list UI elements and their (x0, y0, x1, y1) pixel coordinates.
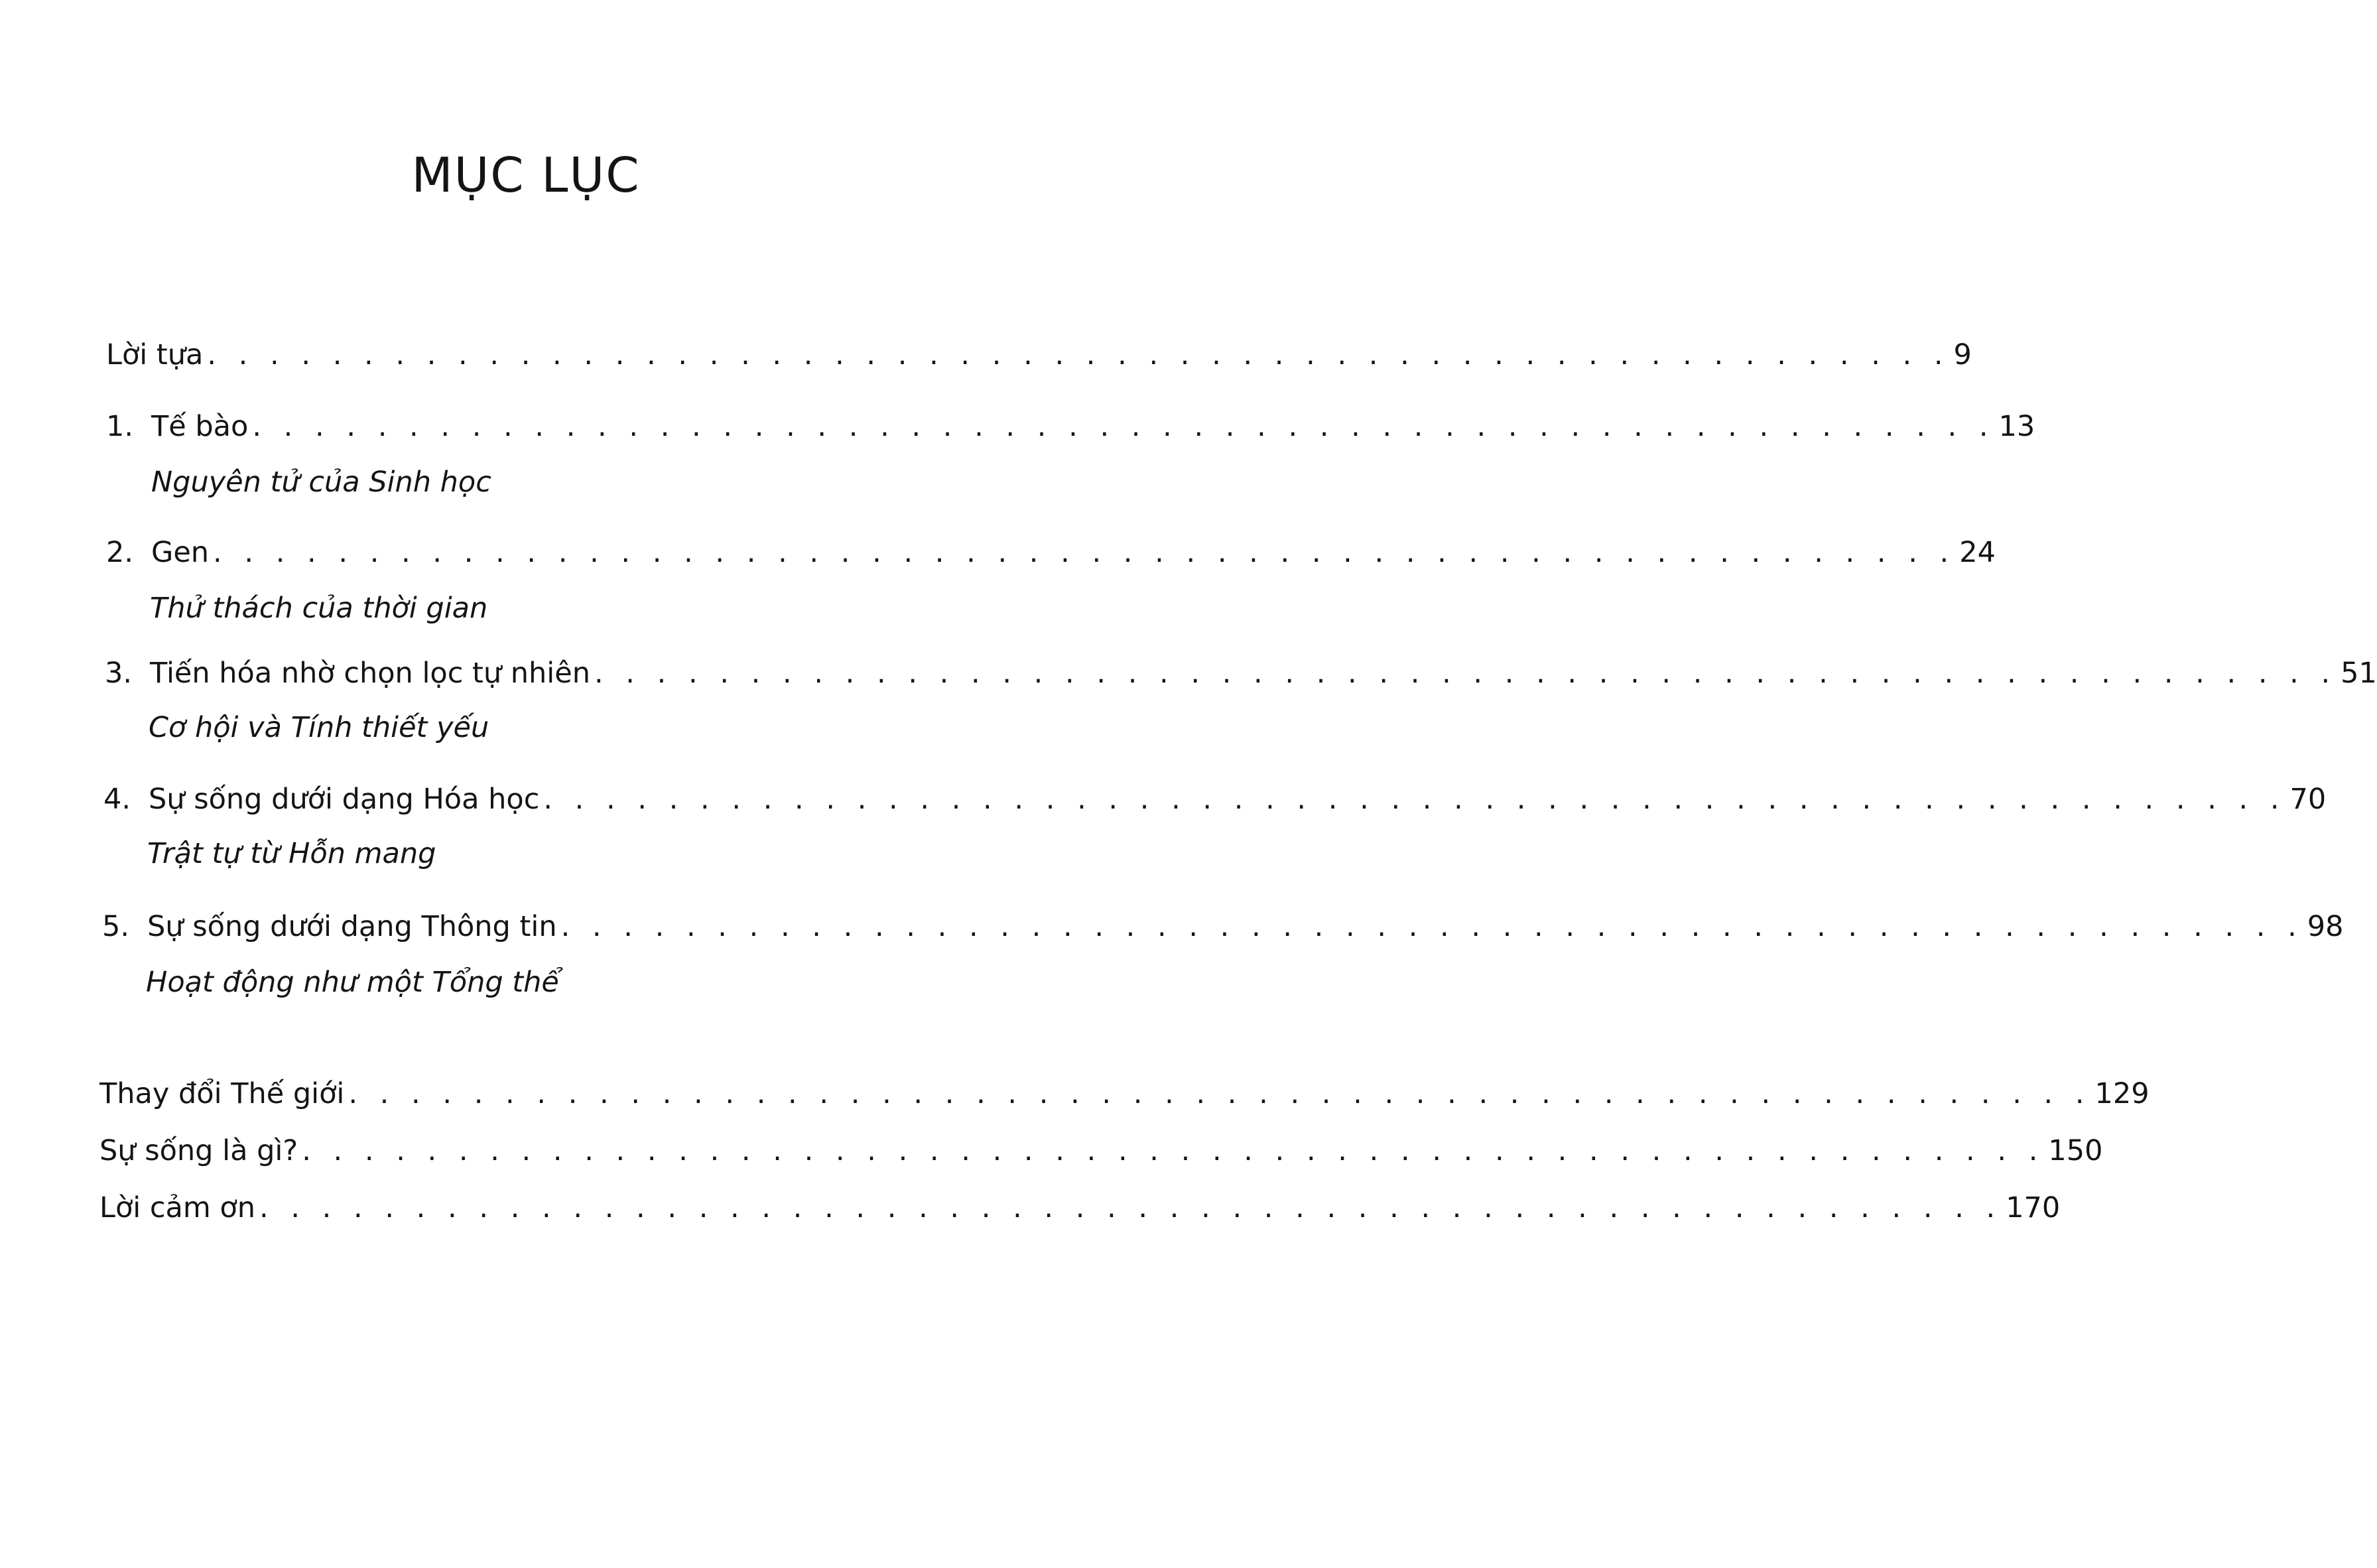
toc-entry-page: 13 (1998, 410, 2035, 443)
toc-entry-label: Sự sống dưới dạng Hóa học (149, 783, 540, 816)
toc-entry-page: 51 (2341, 657, 2377, 690)
toc-entry-label: Sự sống dưới dạng Thông tin (147, 910, 557, 943)
toc-entry-changing-world (99, 1077, 2150, 1112)
toc-entry-chapter-3 (105, 657, 2377, 691)
toc-entry-what-is-life (99, 1134, 2103, 1169)
dot-leader: . . . . . . . . . . . . . . . . . . . . . . . . . . . . . . . . . . . . . . . . . . . . . . . . . . . . . . . . (207, 338, 1950, 371)
toc-entry-label: Tiến hóa nhờ chọn lọc tự nhiên (150, 657, 590, 690)
dot-leader: . . . . . . . . . . . . . . . . . . . . . . . . . . . . . . . . . . . . . . . . . . . . . . . . . . . . . . . . (543, 783, 2286, 816)
toc-entry-chapter-4 (103, 783, 2327, 817)
toc-entry-number: 2. (106, 536, 134, 569)
toc-entry-label: Gen (151, 536, 210, 569)
dot-leader: . . . . . . . . . . . . . . . . . . . . . . . . . . . . . . . . . . . . . . . . . . . . . . . . . . . . . . . . (213, 536, 1956, 569)
dot-leader: . . . . . . . . . . . . . . . . . . . . . . . . . . . . . . . . . . . . . . . . . . . . . . . . . . . . . . . . (252, 410, 1995, 443)
dot-leader: . . . . . . . . . . . . . . . . . . . . . . . . . . . . . . . . . . . . . . . . . . . . . . . . . . . . . . . . (259, 1191, 2002, 1224)
dot-leader: . . . . . . . . . . . . . . . . . . . . . . . . . . . . . . . . . . . . . . . . . . . . . . . . . . . . . . . . (302, 1134, 2045, 1167)
toc-entry-page: 70 (2289, 783, 2327, 816)
toc-entry-label: Lời tựa (106, 338, 204, 371)
toc-entry-label: Sự sống là gì? (99, 1134, 298, 1167)
toc-entry-number: 1. (106, 410, 134, 443)
toc-entry-subtitle: Hoạt động như một Tổng thể (146, 966, 559, 999)
toc-entry-preface (106, 338, 1972, 373)
toc-entry-chapter-5 (102, 910, 2344, 945)
page-title: MỤC LỤC (411, 147, 641, 203)
toc-entry-subtitle: Thử thách của thời gian (150, 592, 488, 625)
dot-leader: . . . . . . . . . . . . . . . . . . . . . . . . . . . . . . . . . . . . . . . . . . . . . . . . . . . . . . . . (560, 910, 2303, 943)
toc-entry-number: 3. (105, 657, 133, 690)
toc-entry-number: 4. (103, 783, 131, 816)
toc-entry-label: Lời cảm ơn (99, 1191, 255, 1224)
toc-entry-label: Tế bào (151, 410, 249, 443)
toc-entry-page: 129 (2094, 1077, 2150, 1110)
toc-entry-subtitle: Trật tự từ Hỗn mang (147, 837, 436, 870)
toc-entry-page: 170 (2006, 1191, 2061, 1224)
toc-entry-page: 98 (2307, 910, 2344, 943)
toc-entry-chapter-2 (106, 536, 1996, 570)
toc-entry-number: 5. (102, 910, 130, 943)
toc-entry-page: 24 (1959, 536, 1996, 569)
toc-entry-page: 9 (1953, 338, 1972, 371)
toc-entry-subtitle: Cơ hội và Tính thiết yếu (149, 711, 489, 744)
toc-entry-label: Thay đổi Thế giới (99, 1077, 345, 1110)
toc-entry-page: 150 (2048, 1134, 2103, 1167)
toc-entry-chapter-1 (106, 410, 2035, 444)
dot-leader: . . . . . . . . . . . . . . . . . . . . . . . . . . . . . . . . . . . . . . . . . . . . . . . . . . . . . . . . (348, 1077, 2091, 1110)
toc-entry-acknowledgements (99, 1191, 2061, 1226)
dot-leader: . . . . . . . . . . . . . . . . . . . . . . . . . . . . . . . . . . . . . . . . . . . . . . . . . . . . . . . . (594, 657, 2337, 690)
toc-entry-subtitle: Nguyên tử của Sinh học (151, 466, 491, 499)
